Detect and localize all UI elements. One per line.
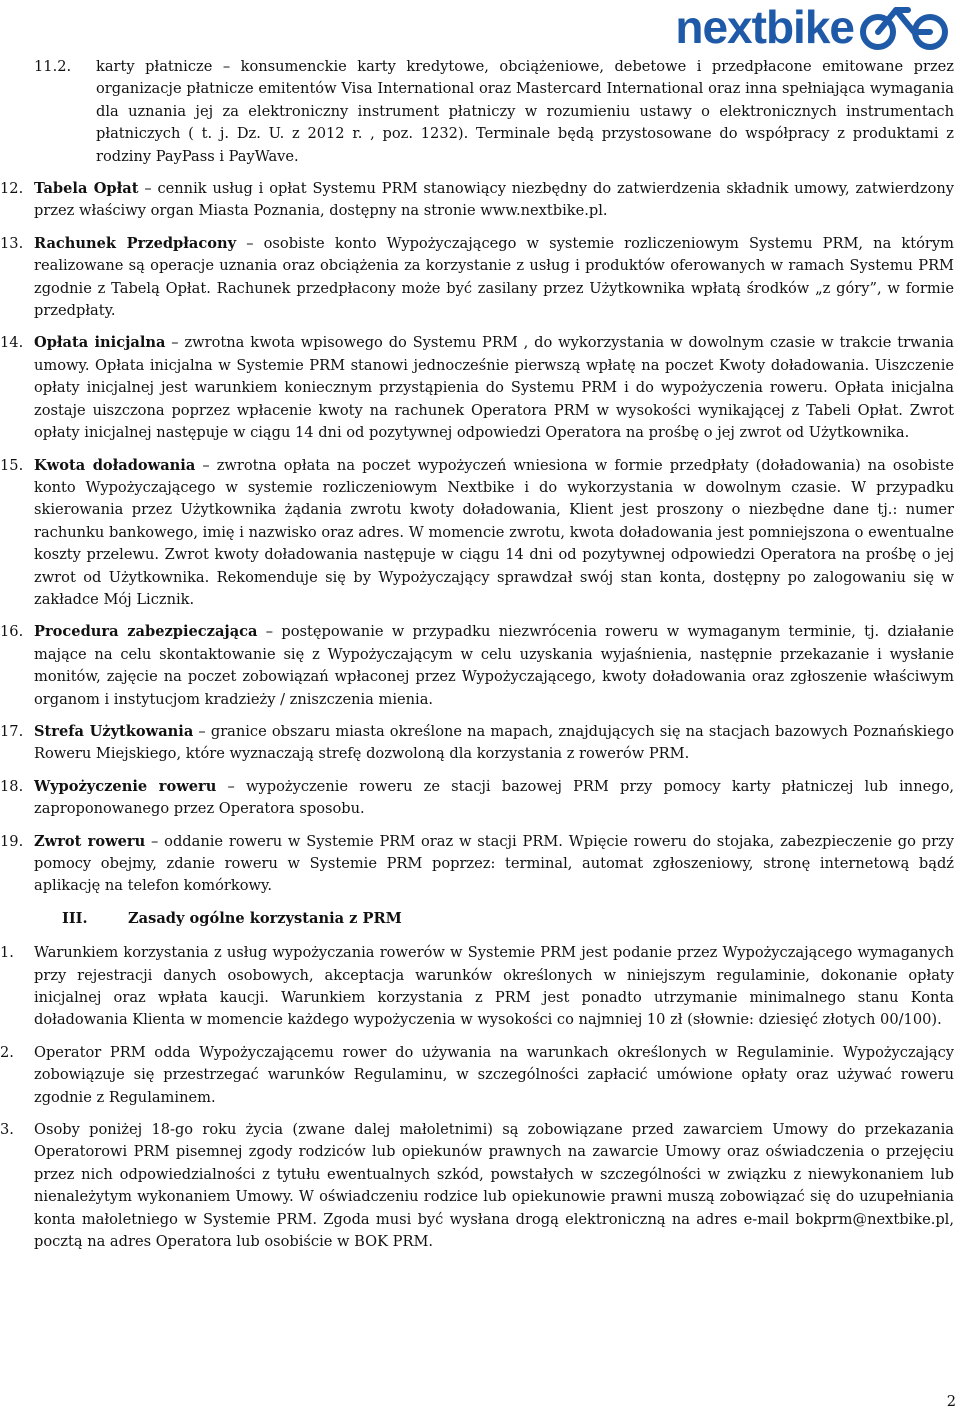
definition-item [0, 233, 960, 323]
rule-text: Warunkiem korzystania z usług wypożyczania rowerów w Systemie PRM jest podanie przez Wypożyczającego wymaganych przy rejestracji danych osobowych, akceptacja warunków określonych w niniejszym regulaminie, dokonanie opłaty inicjalnej oraz wpłata kaucji. Warunkiem korzystania z PRM jest ponadto utrzymanie minimalnego stanu Konta doładowania Klienta w momencie każdego wypożyczenia w wysokości co najmniej 10 zł (słownie: dziesięć złotych 00/100). [34, 944, 954, 1029]
item-number: 11.2. [34, 58, 72, 75]
rule-number: 1. [0, 944, 14, 962]
definition-term: Rachunek Przedpłacony [34, 234, 237, 252]
definition-item [0, 332, 960, 444]
definition-item [0, 178, 960, 223]
definition-term: Kwota doładowania [34, 456, 196, 474]
nextbike-logo [675, 2, 952, 52]
definition-item [0, 455, 960, 612]
rule-item [0, 942, 960, 1032]
rules-list [0, 942, 960, 1253]
item-number: 16. [0, 623, 24, 641]
section-number: III. [62, 909, 88, 927]
definition-text: karty płatnicze – konsumenckie karty kredytowe, obciążeniowe, debetowe i przedpłacone emitowane przez organizacje płatnicze emitentów Visa International oraz Mastercard International oraz inna spełniająca wymagania dla uznania jej za elektroniczny instrument płatniczy w rozumieniu ustawy o elektronicznych instrumentach płatniczych ( t. j. Dz. U. z 2012 r. , poz. 1232). Terminale będą przystosowane do współpracy z produktami z rodziny PayPass i PayWave. [96, 58, 954, 165]
definition-item [0, 776, 960, 821]
definition-text: – osobiste konto Wypożyczającego w systemie rozliczeniowym Systemu PRM, na którym realizowane są operacje uznania oraz obciążenia za korzystanie z usług i produktów oferowanych w ramach Systemu PRM zgodnie z Tabelą Opłat. Rachunek przedpłacony może być zasilany przez Użytkownika wpłatą środków „z góry”, w formie przedpłaty. [34, 234, 954, 320]
definition-item [0, 621, 960, 711]
section-heading [62, 908, 960, 930]
item-number: 18. [0, 777, 24, 795]
definition-text: – wypożyczenie roweru ze stacji bazowej PRM przy pomocy karty płatniczej lub innego, zaproponowanego przez Operatora sposobu. [34, 777, 955, 818]
definition-text: – zwrotna opłata na poczet wypożyczeń wniesiona w formie przedpłaty (doładowania) na osobiste konto Wypożyczającego w systemie rozliczeniowym Nextbike i do wykorzystania w dowolnym czasie. W przypadku skierowania przez Użytkownika żądania zwrotu kwoty doładowania, Klient jest proszony o niezbędne dane tj.: numer rachunku bankowego, imię i nazwisko oraz adres. W momencie zwrotu, kwota doładowania jest pomniejszona o ewentualne koszty przelewu. Zwrot kwoty doładowania następuje w ciągu 14 dni od pozytywnej odpowiedzi Operatora na prośbę o jej zwrot od Użytkownika. Rekomenduje się by Wypożyczający sprawdzał swój stan konta, dostępny po zalogowaniu się w zakładce Mój Licznik. [34, 456, 954, 608]
item-number: 13. [0, 234, 24, 252]
rule-item [0, 1119, 960, 1253]
item-number: 12. [0, 180, 24, 198]
definition-term: Strefa Użytkowania [34, 722, 194, 740]
definition-term: Wypożyczenie roweru [34, 777, 217, 795]
definitions-list [0, 56, 960, 898]
rule-text: Operator PRM odda Wypożyczającemu rower do używania na warunkach określonych w Regulaminie. Wypożyczający zobowiązuje się przestrzegać warunków Regulaminu, w szczególności zapłacić umówione opłaty oraz używać roweru zgodnie z Regulaminem. [34, 1043, 954, 1106]
item-number: 15. [0, 456, 24, 474]
definition-text: – postępowanie w przypadku niezwrócenia roweru w wymaganym terminie, tj. działanie mające na celu skontaktowanie się z Wypożyczającym w celu uzyskania wyjaśnienia, następnie przekazanie i wysłanie monitów, zajęcie na poczet zobowiązań wpłaconej przez Wypożyczającego, kwoty doładowania oraz zgłoszenie właściwym organom i instytucjom kradzieży / zniszczenia mienia. [34, 623, 954, 708]
document-body [0, 56, 960, 1264]
rule-text: Osoby poniżej 18-go roku życia (zwane dalej małoletnimi) są zobowiązane przed zawarciem Umowy do przekazania Operatorowi PRM pisemnej zgody rodziców lub opiekunów prawnych na zawarcie Umowy oraz oświadczenia o przejęciu przez nich odpowiedzialności z tytułu ewentualnych szkód, powstałych w szczególności w związku z niewykonaniem lub nienależytym wykonaniem Umowy. W oświadczeniu rodzice lub opiekunowie prawni muszą zobowiązać się do uzupełniania konta małoletniego w Systemie PRM. Zgoda musi być wysłana drogą elektroniczną na adres e-mail bokprm@nextbike.pl, pocztą na adres Operatora lub osobiście w BOK PRM. [34, 1121, 954, 1251]
logo-text: nextbike [675, 1, 854, 53]
definition-term: Tabela Opłat [34, 180, 139, 198]
rule-number: 3. [0, 1121, 14, 1139]
item-number: 14. [0, 334, 24, 352]
item-number: 19. [0, 832, 24, 850]
definition-term: Zwrot roweru [34, 832, 146, 850]
item-number: 17. [0, 722, 24, 740]
bicycle-icon [856, 2, 952, 52]
section-title: Zasady ogólne korzystania z PRM [128, 909, 402, 927]
definition-text: – cennik usług i opłat Systemu PRM stanowiący niezbędny do zatwierdzenia składnik umowy, zatwierdzony przez właściwy organ Miasta Poznania, dostępny na stronie www.nextbike.pl. [34, 180, 955, 220]
definition-term: Opłata inicjalna [34, 334, 166, 352]
definition-item [0, 831, 960, 898]
rule-number: 2. [0, 1043, 14, 1061]
definition-item [0, 721, 960, 766]
definition-text: – oddanie roweru w Systemie PRM oraz w stacji PRM. Wpięcie roweru do stojaka, zabezpieczenie go przy pomocy obejmy, zdanie roweru w Systemie PRM poprzez: terminal, automat zgłoszeniowy, stronę internetową bądź aplikację na telefon komórkowy. [34, 832, 955, 895]
definition-text: – granice obszaru miasta określone na mapach, znajdujących się na stacjach bazowych Poznańskiego Roweru Miejskiego, które wyznaczają strefę dozwoloną dla korzystania z rowerów PRM. [34, 722, 954, 763]
definition-term: Procedura zabezpieczająca [34, 623, 258, 641]
definition-item [0, 56, 960, 168]
definition-text: – zwrotna kwota wpisowego do Systemu PRM , do wykorzystania w dowolnym czasie w trakcie trwania umowy. Opłata inicjalna w Systemie PRM stanowi jednocześnie pierwszą wpłatę na poczet Kwoty doładowania. Uiszczenie opłaty inicjalnej jest warunkiem koniecznym przystąpienia do Systemu PRM i do wypożyczenia roweru. Opłata inicjalna zostaje uiszczona poprzez wpłacenie kwoty na rachunek Operatora PRM w wysokości wynikającej z Tabeli Opłat. Zwrot opłaty inicjalnej następuje w ciągu 14 dni od pozytywnej odpowiedzi Operatora na prośbę o jej zwrot od Użytkownika. [34, 334, 954, 442]
page-number: 2 [946, 1393, 956, 1410]
rule-item [0, 1042, 960, 1109]
